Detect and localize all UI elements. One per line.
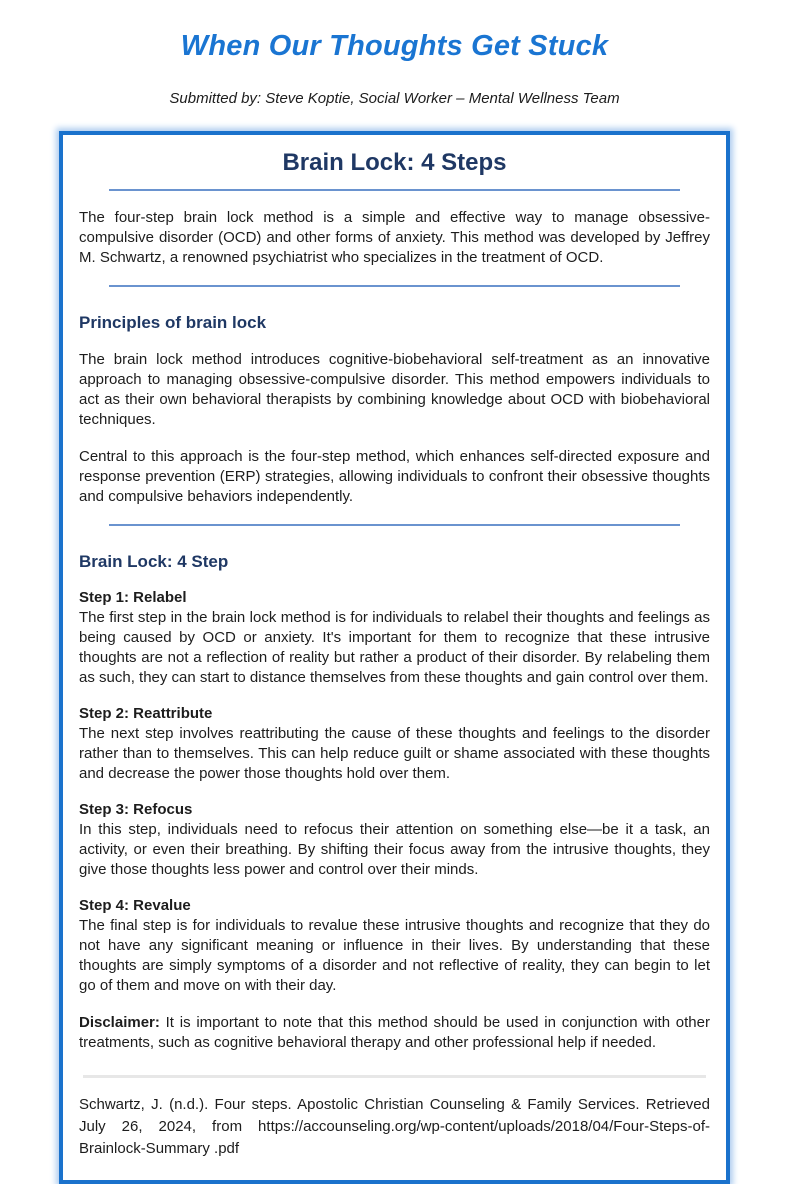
step-4-label: Step 4: Revalue <box>79 897 191 914</box>
divider-blue-1 <box>109 189 680 191</box>
step-4-text: The final step is for individuals to revalue these intrusive thoughts and recognize that they do not have any significant meaning or influence in their lives. By understanding that these thoughts are simply symptoms of a disorder and not reflective of reality, they can begin to let go of them and move on with their day. <box>79 917 710 994</box>
step-4 <box>79 896 710 996</box>
principles-paragraph-2: Central to this approach is the four-step method, which enhances self-directed exposure and response prevention (ERP) strategies, allowing individuals to confront their obsessive thoughts and compulsive behaviors independently. <box>79 448 710 505</box>
steps-heading: Brain Lock: 4 Step <box>79 552 229 571</box>
step-2-label: Step 2: Reattribute <box>79 705 213 722</box>
step-2 <box>79 704 710 784</box>
page-title: When Our Thoughts Get Stuck <box>180 30 609 62</box>
disclaimer-label: Disclaimer: <box>79 1014 160 1031</box>
divider-gray <box>83 1075 706 1078</box>
step-1-text: The first step in the brain lock method is for individuals to relabel their thoughts and feelings as being caused by OCD or anxiety. It's important for them to recognize that these intrusive thoughts are not a reflection of reality but rather a product of their disorder. By relabeling them as such, they can start to distance themselves from these thoughts and gain control over them. <box>79 609 710 686</box>
content-box <box>59 131 730 1184</box>
principles-heading: Principles of brain lock <box>79 313 267 332</box>
step-3-text: In this step, individuals need to refocus their attention on something else—be it a task, an activity, or even their breathing. By shifting their focus away from the intrusive thoughts, they give those thoughts less power and control over their minds. <box>79 821 710 878</box>
step-2-text: The next step involves reattributing the cause of these thoughts and feelings to the disorder rather than to themselves. This can help reduce guilt or shame associated with these thoughts and decrease the power those thoughts hold over them. <box>79 725 710 782</box>
step-3 <box>79 800 710 880</box>
intro-paragraph: The four-step brain lock method is a simple and effective way to manage obsessive-compulsive disorder (OCD) and other forms of anxiety. This method was developed by Jeffrey M. Schwartz, a renowned psychiatrist who specializes in the treatment of OCD. <box>79 209 710 266</box>
step-3-label: Step 3: Refocus <box>79 801 193 818</box>
step-1-label: Step 1: Relabel <box>79 589 187 606</box>
principles-paragraph-1: The brain lock method introduces cognitive-biobehavioral self-treatment as an innovative approach to managing obsessive-compulsive disorder. This method empowers individuals to act as their own behavioral therapists by combining knowledge about OCD with biobehavioral techniques. <box>79 351 710 428</box>
citation: Schwartz, J. (n.d.). Four steps. Apostolic Christian Counseling & Family Services. Retrieved July 26, 2024, from https://accounseling.org/wp-content/uploads/2018/04/Four-Steps-of-Brainlock-Summary .pdf <box>79 1096 710 1157</box>
byline: Submitted by: Steve Koptie, Social Worker – Mental Wellness Team <box>169 90 620 107</box>
divider-blue-2 <box>109 285 680 287</box>
box-title: Brain Lock: 4 Steps <box>282 149 507 176</box>
divider-blue-3 <box>109 524 680 526</box>
step-1 <box>79 588 710 688</box>
disclaimer <box>79 1013 710 1053</box>
disclaimer-text: It is important to note that this method should be used in conjunction with other treatments, such as cognitive behavioral therapy and other professional help if needed. <box>79 1014 710 1051</box>
